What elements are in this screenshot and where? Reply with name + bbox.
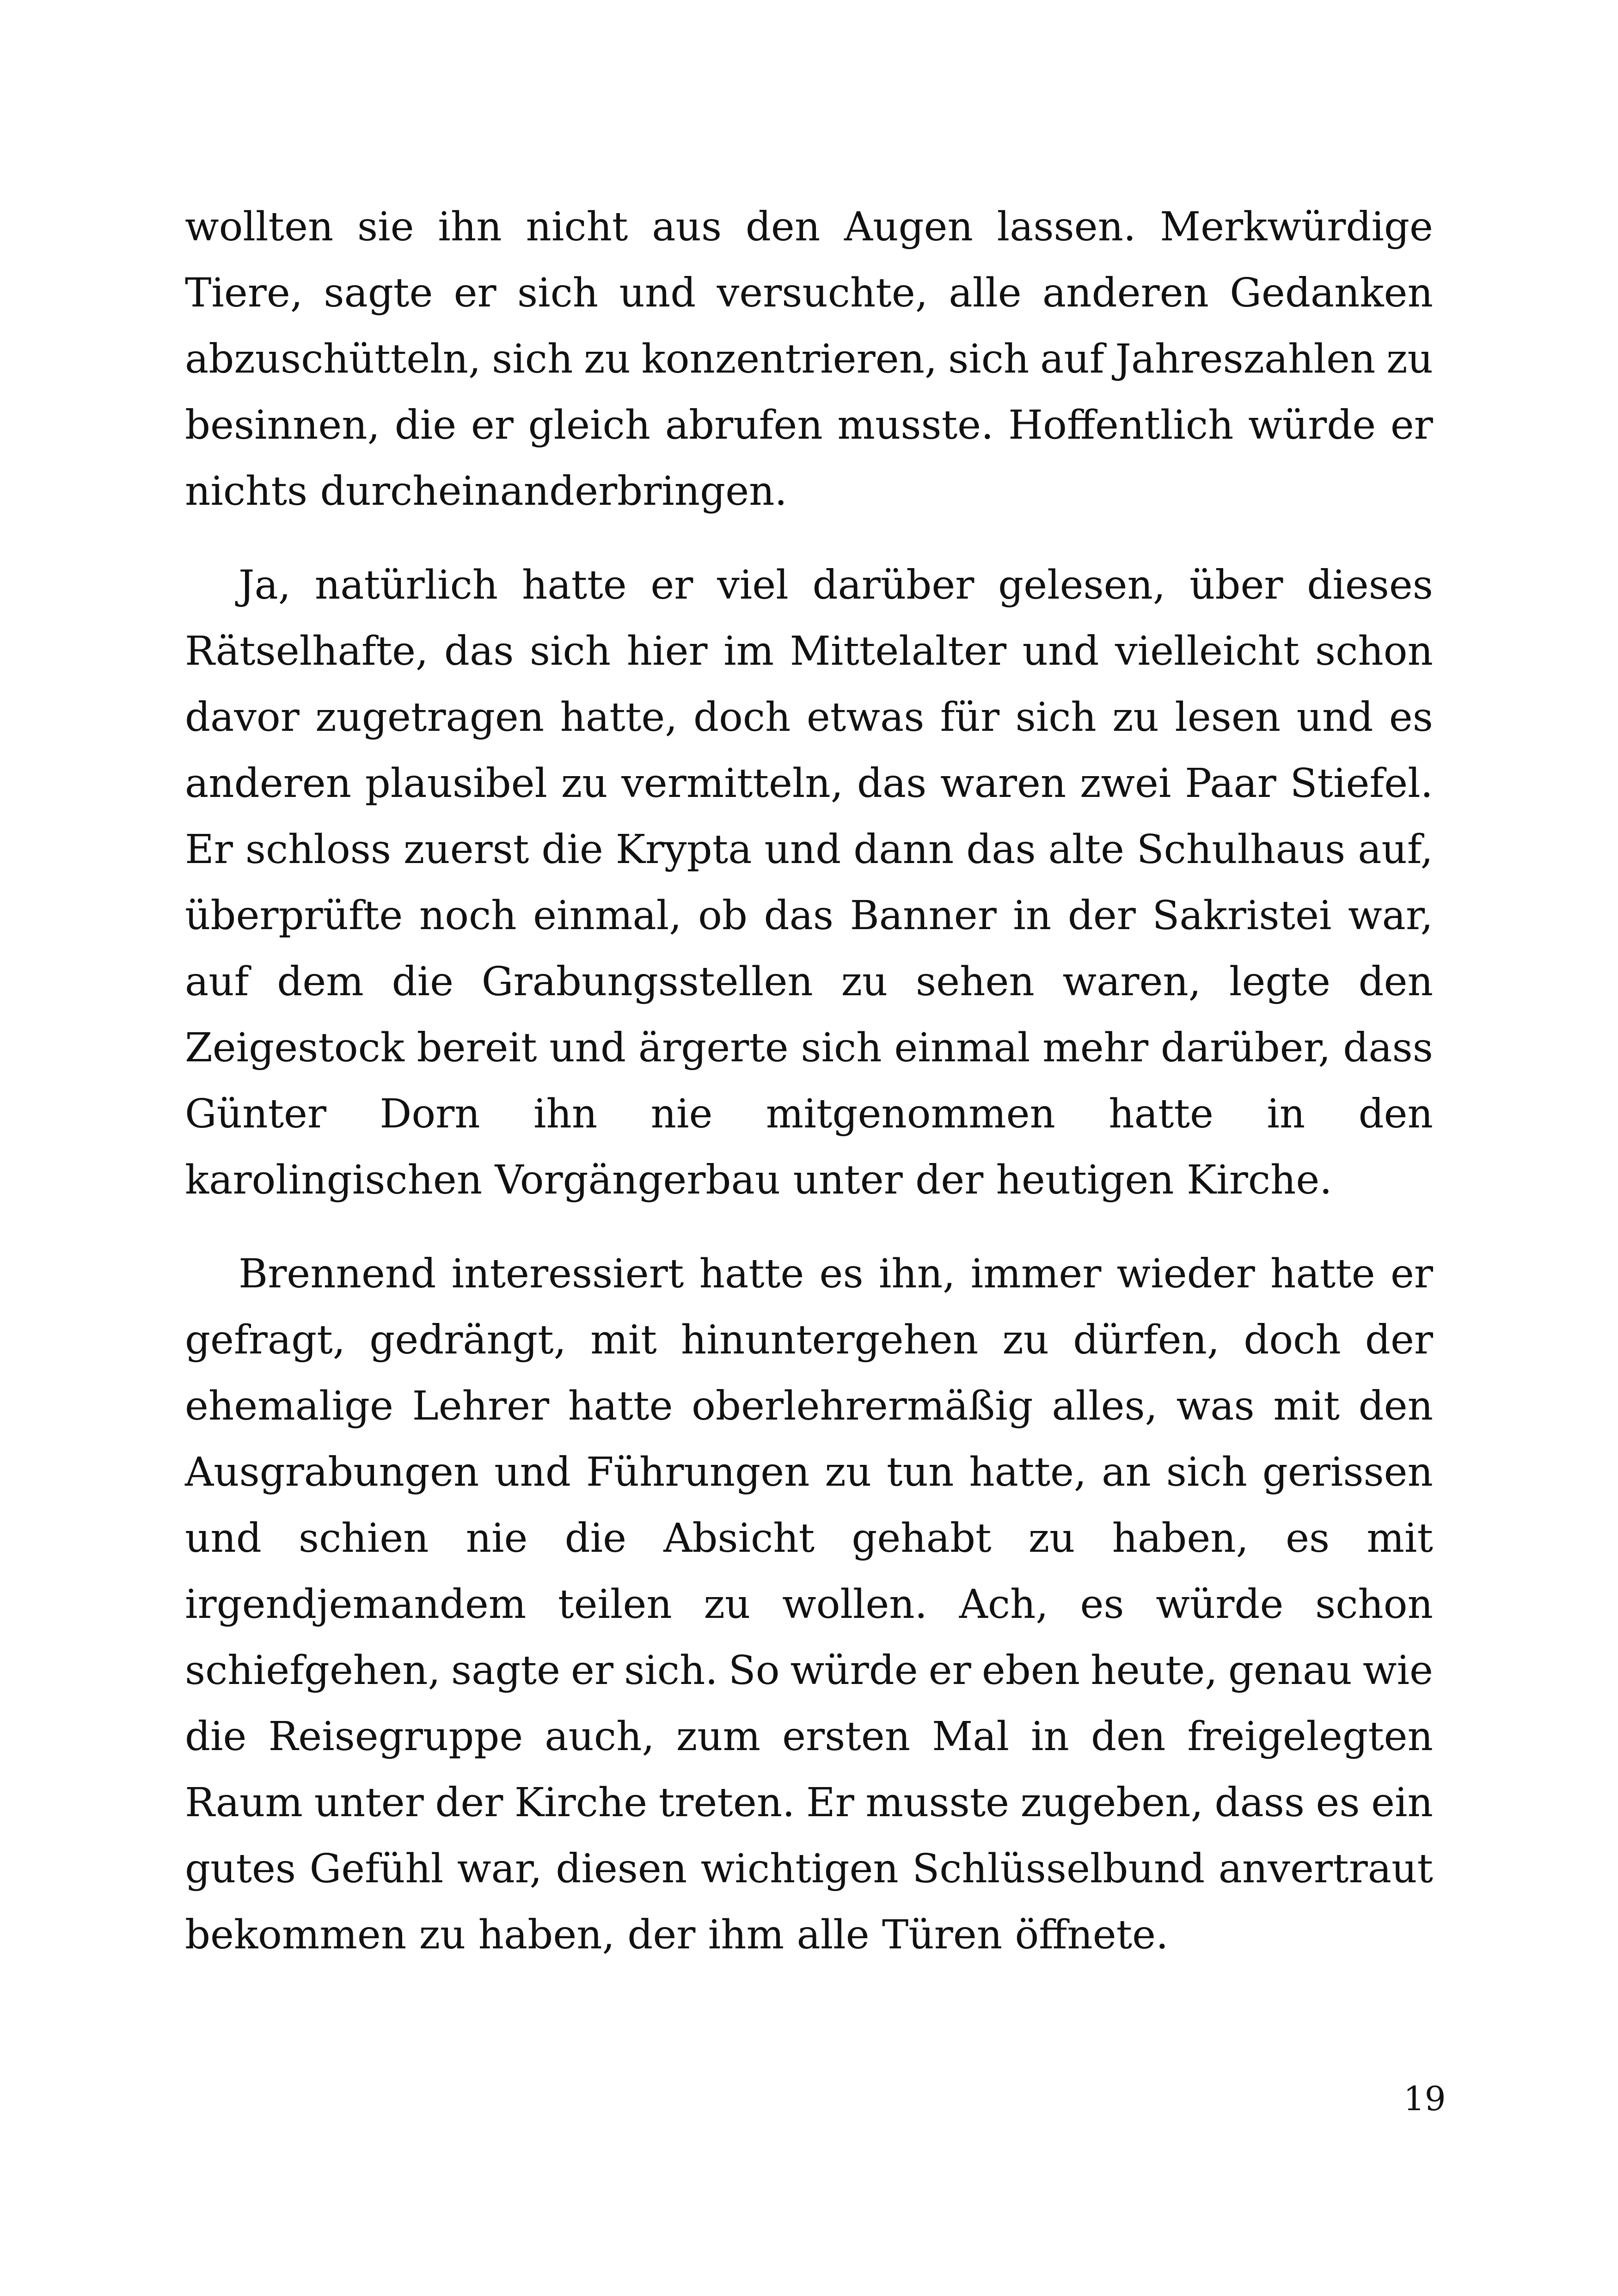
word: einmal, [533,893,682,939]
word: über [1189,562,1283,608]
word: unter [793,1157,916,1203]
word: Gefühl [309,1846,444,1892]
word: der [915,1157,996,1203]
word: es [1080,1581,1124,1628]
word: Ach, [959,1581,1048,1628]
word: Kirche. [1186,1157,1332,1203]
word: mitgenommen [766,1091,1055,1137]
paragraph [185,194,1433,525]
word: und [619,270,696,316]
word: das [764,893,834,939]
word: Sakristei [1152,893,1332,939]
word: immer [970,1251,1102,1297]
word: ihn [438,204,502,250]
word: alle [949,270,1022,316]
word: den [1358,959,1433,1005]
word: hatte, [560,694,678,741]
word: hatte [699,1251,804,1297]
word: hatte [521,562,627,608]
paragraph [185,1241,1433,1968]
word: Grabungsstellen [481,959,813,1005]
word: hatte, [969,1449,1087,1495]
text-line [185,1770,1433,1836]
word: davor [185,694,300,741]
word: versuchte, [717,270,928,316]
text-line [185,618,1433,685]
word: alles, [1052,1383,1158,1429]
word: Raum [185,1780,303,1826]
word: er [471,402,514,448]
word: Günter [185,1091,327,1137]
word: heutigen [996,1157,1187,1203]
word: Tiere, [185,270,303,316]
word: schon [1315,628,1433,674]
word: er [1390,1251,1433,1297]
word: den [1091,1714,1166,1760]
word: er [1390,402,1433,448]
word: Führungen [586,1449,810,1495]
word: der [627,1912,708,1958]
word: der [1365,1317,1433,1363]
word: auf, [1358,827,1433,873]
word: es [1316,1780,1360,1826]
word: Brennend [239,1251,436,1297]
word: gefragt, [185,1317,346,1363]
word: wieder [1116,1251,1255,1297]
word: schiefgehen, [185,1647,441,1694]
word: dann [853,827,954,873]
word: mit [1273,1383,1340,1429]
word: waren [940,760,1066,807]
word: sich [801,1025,882,1071]
word: etwas [806,694,925,741]
word: zu [841,959,888,1005]
word: er [571,1647,614,1694]
word: sagte [451,1647,560,1694]
word: treten. [658,1780,795,1826]
word: vielleicht [1115,628,1299,674]
word: eben [981,1647,1080,1694]
word: hinuntergehen [680,1317,979,1363]
word: den [1358,1383,1433,1429]
text-line [185,1572,1433,1638]
word: er [454,270,496,316]
word: dem [277,959,364,1005]
word: das [857,760,927,807]
word: der [435,1780,503,1826]
text-line [185,392,1433,459]
word: und [764,827,841,873]
word: überprüfte [185,893,403,939]
word: die [392,959,454,1005]
word: sich [1015,694,1097,741]
word: Kirche [514,1780,648,1826]
word: es [1389,694,1433,741]
word: Er [806,1780,854,1826]
word: mehr [1042,1025,1149,1071]
word: dürfen, [1073,1317,1220,1363]
word: Schlüsselbund [912,1846,1205,1892]
text-line [185,1307,1433,1373]
word: sie [357,204,414,250]
word: gleich [528,402,651,448]
word: öffnete. [1015,1912,1169,1958]
text-line [185,552,1433,618]
word: der [1067,893,1136,939]
word: aus [652,204,722,250]
word: ihm [708,1912,797,1958]
word: doch [693,694,791,741]
word: mit [1367,1515,1433,1561]
word: er [928,1647,971,1694]
word: Er [185,827,233,873]
text-line [185,1241,1433,1307]
word: dieses [1307,562,1433,608]
word: dass [1343,1025,1433,1071]
word: Lehrer [412,1383,550,1429]
word: ärgerte [638,1025,789,1071]
text-line [185,1836,1433,1902]
word: heute, [1091,1647,1218,1694]
word: zu [825,1449,872,1495]
word: darüber, [1160,1025,1331,1071]
word: haben, [478,1912,628,1958]
word: was [1176,1383,1255,1429]
word: wichtigen [700,1846,899,1892]
word: musste [865,1780,1010,1826]
word: Jahreszahlen [1115,336,1376,382]
word: war, [1348,893,1433,939]
word: viel [717,562,789,608]
word: Banner [850,893,997,939]
word: dass [1214,1780,1305,1826]
text-line [185,1373,1433,1439]
word: Mittelalter [790,628,1007,674]
paragraph-gap [185,1213,1433,1241]
word: konzentrieren, [641,336,938,382]
word: hatte [1270,1251,1375,1297]
text-line [185,1638,1433,1704]
word: teilen [558,1581,672,1628]
word: So [728,1647,780,1694]
word: gedrängt, [369,1317,566,1363]
word: lassen. [997,204,1136,250]
word: interessiert [451,1251,684,1297]
word: Absicht [663,1515,815,1561]
word: plausibel [365,760,548,807]
word: auf [185,959,249,1005]
word: hatte [1109,1091,1214,1137]
word: in [1031,1714,1069,1760]
word: darüber [812,562,974,608]
word: natürlich [314,562,498,608]
word: sich [948,336,1030,382]
word: waren, [1062,959,1201,1005]
word: Dorn [380,1091,480,1137]
word: Krypta [615,827,752,873]
word: nie [466,1515,528,1561]
word: anderen [1042,270,1209,316]
word: alle [797,1912,882,1958]
word: Schulhaus [1136,827,1346,873]
word: zu [561,760,608,807]
word: zum [676,1714,761,1760]
word: hier [626,628,708,674]
word: sich [1166,1449,1247,1495]
word: zu [419,1912,478,1958]
word: er [650,562,693,608]
word: musste. [837,402,994,448]
text-line [185,685,1433,751]
word: Ja, [239,562,291,608]
word: schon [1315,1581,1433,1628]
word: die [185,1714,247,1760]
word: bekommen [185,1912,419,1958]
text-line [185,1015,1433,1081]
text-line [185,949,1433,1015]
text-line [185,817,1433,883]
word: mit [590,1317,657,1363]
text-line [185,326,1433,392]
word: einmal [894,1025,1030,1071]
word: im [723,628,774,674]
word: besinnen, [185,402,380,448]
word: wie [1362,1647,1433,1694]
word: und [494,1449,571,1495]
word: bereit [417,1025,537,1071]
word: noch [419,893,517,939]
word: Merkwürdige [1160,204,1433,250]
word: tun [887,1449,954,1495]
word: diesen [556,1846,687,1892]
word: unter [314,1780,424,1826]
word: zu [1028,1515,1075,1561]
word: zugetragen [315,694,545,741]
word: würde [1156,1581,1284,1628]
word: die [564,1515,627,1561]
word: ihn [533,1091,598,1137]
word: Stiefel. [1290,760,1433,807]
word: nicht [526,204,628,250]
word: auch, [545,1714,655,1760]
word: Paar [1185,760,1276,807]
word: zugeben, [1020,1780,1203,1826]
word: durcheinanderbringen. [320,468,787,514]
text-line [185,1147,1433,1213]
text-line [185,194,1433,260]
word: in [1013,893,1052,939]
word: Ausgrabungen [185,1449,479,1495]
word: gelesen, [998,562,1166,608]
word: und [1022,628,1099,674]
word: sich [517,270,599,316]
word: und [185,1515,262,1561]
word: Gedanken [1230,270,1433,316]
word: Zeigestock [185,1025,404,1071]
word: Reisegruppe [268,1714,523,1760]
word: zu [1002,1317,1049,1363]
word: wollen. [782,1581,927,1628]
word: den [1358,1091,1433,1137]
text-line [185,1081,1433,1147]
word: an [1102,1449,1151,1495]
word: abzuschütteln, [185,336,481,382]
word: es [1286,1515,1330,1561]
text-line [185,751,1433,817]
word: sich. [624,1647,718,1694]
page-number: 19 [1403,2079,1446,2118]
word: Türen [882,1912,1015,1958]
word: anvertraut [1218,1846,1433,1892]
word: Hoffentlich [1008,402,1234,448]
word: legte [1229,959,1330,1005]
text-line [185,883,1433,949]
word: nie [650,1091,713,1137]
text-line [185,1506,1433,1572]
word: zu [1112,694,1159,741]
word: sich [492,336,573,382]
paragraph [185,552,1433,1213]
word: würde [790,1647,918,1694]
word: und [549,1025,626,1071]
word: doch [1244,1317,1341,1363]
word: zu [1386,336,1433,382]
text-line [185,459,1433,525]
word: ihn, [878,1251,956,1297]
word: genau [1228,1647,1352,1694]
word: es [819,1251,864,1297]
text-line [185,260,1433,326]
word: den [745,204,821,250]
word: die [394,402,457,448]
word: sich [529,628,611,674]
page-body [185,194,1433,1968]
word: war, [457,1846,542,1892]
word: sehen [916,959,1035,1005]
word: gutes [185,1846,296,1892]
word: Vorgängerbau [495,1157,793,1203]
word: Rätselhafte, [185,628,429,674]
word: freigelegten [1187,1714,1433,1760]
word: abrufen [665,402,823,448]
word: ehemalige [185,1383,393,1429]
word: zuerst [403,827,529,873]
word: würde [1248,402,1376,448]
word: oberlehrermäßig [692,1383,1033,1429]
word: das [966,827,1036,873]
word: zwei [1080,760,1171,807]
word: vermitteln, [621,760,844,807]
word: schloss [245,827,392,873]
word: zu [584,336,631,382]
word: nichts [185,468,320,514]
word: und [1296,694,1373,741]
word: Augen [844,204,973,250]
word: lesen [1175,694,1281,741]
text-line [185,1704,1433,1770]
word: auf [1040,336,1104,382]
word: anderen [185,760,351,807]
word: haben, [1112,1515,1249,1561]
text-line [185,1902,1433,1968]
word: irgendjemandem [185,1581,527,1628]
word: karolingischen [185,1157,495,1203]
word: sagte [324,270,433,316]
word: die [541,827,603,873]
word: wollten [185,204,334,250]
paragraph-gap [185,525,1433,552]
word: ein [1371,1780,1433,1826]
word: alte [1048,827,1124,873]
word: Mal [932,1714,1009,1760]
word: zu [704,1581,751,1628]
word: für [940,694,1000,741]
word: das [444,628,514,674]
word: ersten [782,1714,911,1760]
word: schien [299,1515,429,1561]
word: ob [698,893,748,939]
word: in [1267,1091,1305,1137]
word: hatte [568,1383,673,1429]
text-line [185,1439,1433,1506]
word: gehabt [852,1515,992,1561]
word: gerissen [1262,1449,1433,1495]
